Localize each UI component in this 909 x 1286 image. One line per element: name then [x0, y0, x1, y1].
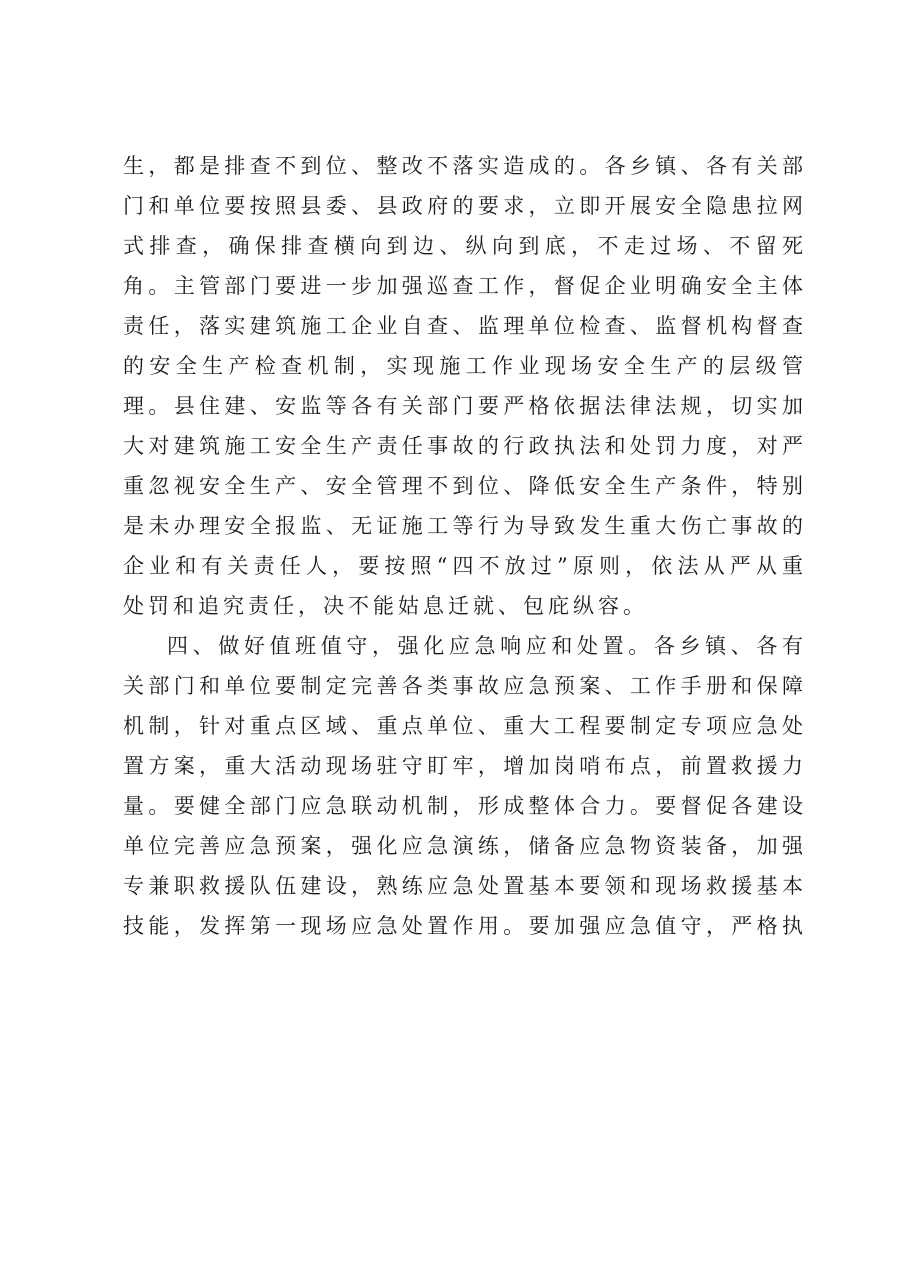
- text-line: 机制，针对重点区域、重点单位、重大工程要制定专项应急处: [123, 714, 803, 738]
- text-line: 的安全生产检查机制，实现施工作业现场安全生产的层级管: [123, 354, 803, 378]
- text-line: 技能，发挥第一现场应急处置作用。要加强应急值守，严格执: [123, 914, 803, 938]
- text-line: 是未办理安全报监、无证施工等行为导致发生重大伤亡事故的: [123, 514, 803, 538]
- text-line: 生，都是排查不到位、整改不落实造成的。各乡镇、各有关部: [123, 154, 803, 178]
- text-line: 专兼职救援队伍建设，熟练应急处置基本要领和现场救援基本: [123, 874, 803, 898]
- text-line: 重忽视安全生产、安全管理不到位、降低安全生产条件，特别: [123, 474, 803, 498]
- document-body: [123, 146, 803, 946]
- text-line: 单位完善应急预案，强化应急演练，储备应急物资装备，加强: [123, 834, 803, 858]
- text-line: 责任，落实建筑施工企业自查、监理单位检查、监督机构督查: [123, 314, 803, 338]
- paragraph-2: [123, 626, 803, 946]
- text-line: 四、做好值班值守，强化应急响应和处置。各乡镇、各有: [167, 634, 803, 658]
- text-line: 式排查，确保排查横向到边、纵向到底，不走过场、不留死: [123, 234, 803, 258]
- text-line: 量。要健全部门应急联动机制，形成整体合力。要督促各建设: [123, 794, 803, 818]
- text-line: 理。县住建、安监等各有关部门要严格依据法律法规，切实加: [123, 394, 803, 418]
- paragraph-1: [123, 146, 803, 626]
- text-line: 置方案，重大活动现场驻守盯牢，增加岗哨布点，前置救援力: [123, 754, 803, 778]
- text-line: 处罚和追究责任，决不能姑息迁就、包庇纵容。: [123, 594, 648, 618]
- text-line: 关部门和单位要制定完善各类事故应急预案、工作手册和保障: [123, 674, 803, 698]
- text-line: 企业和有关责任人，要按照“四不放过”原则，依法从严从重: [123, 554, 803, 578]
- text-line: 角。主管部门要进一步加强巡查工作，督促企业明确安全主体: [123, 274, 803, 298]
- text-line: 门和单位要按照县委、县政府的要求，立即开展安全隐患拉网: [123, 194, 803, 218]
- text-line: 大对建筑施工安全生产责任事故的行政执法和处罚力度，对严: [123, 434, 803, 458]
